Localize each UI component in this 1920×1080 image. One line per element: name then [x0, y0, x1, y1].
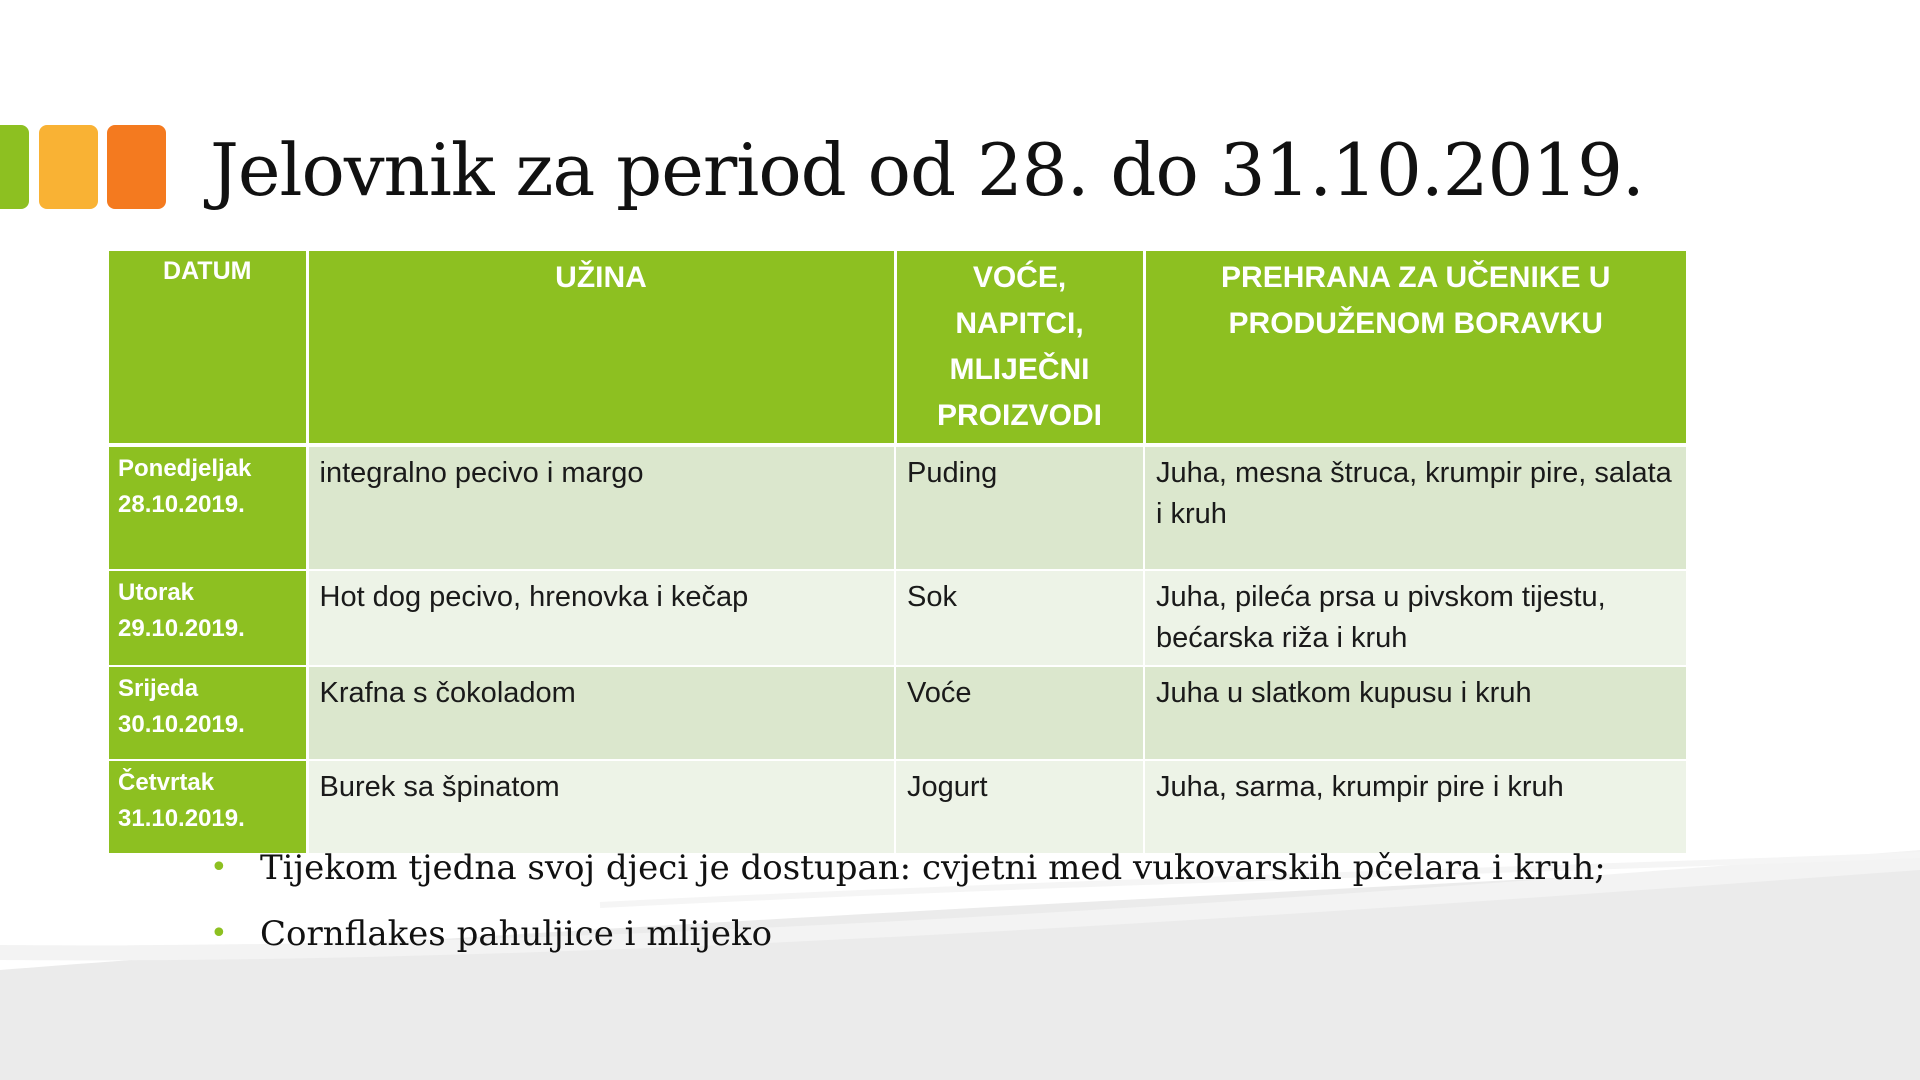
day-name: Utorak — [118, 579, 195, 606]
note-text: Cornflakes pahuljice i mlijeko — [260, 914, 773, 954]
header-boravak: PREHRANA ZA UČENIKE U PRODUŽENOM BORAVKU — [1144, 251, 1686, 445]
boravak-cell: Juha, sarma, krumpir pire i kruh — [1144, 760, 1686, 854]
table-row — [109, 570, 1686, 666]
header-uzina: UŽINA — [307, 251, 895, 445]
table-row — [109, 666, 1686, 760]
day-date: 30.10.2019. — [118, 711, 245, 738]
header-voce: VOĆE, NAPITCI, MLIJEČNI PROIZVODI — [895, 251, 1144, 445]
menu-table — [109, 251, 1686, 855]
day-cell — [109, 666, 307, 760]
note-text: Tijekom tjedna svoj djeci je dostupan: cvjetni med vukovarskih pčelara i kruh; — [260, 848, 1606, 888]
green-square-decoration — [0, 125, 29, 209]
boravak-cell: Juha u slatkom kupusu i kruh — [1144, 666, 1686, 760]
list-item — [210, 906, 1606, 972]
boravak-cell: Juha, mesna štruca, krumpir pire, salata i kruh — [1144, 445, 1686, 570]
table-header-row — [109, 251, 1686, 445]
uzina-cell: Burek sa špinatom — [307, 760, 895, 854]
notes-list — [210, 840, 1606, 972]
day-name: Srijeda — [118, 675, 199, 702]
day-name: Ponedjeljak — [118, 455, 252, 482]
day-date: 29.10.2019. — [118, 615, 245, 642]
day-cell — [109, 570, 307, 666]
day-date: 28.10.2019. — [118, 491, 245, 518]
orange-square-decoration — [107, 125, 166, 209]
bullet-icon: • — [210, 850, 228, 885]
voce-cell: Jogurt — [895, 760, 1144, 854]
uzina-cell: Hot dog pecivo, hrenovka i kečap — [307, 570, 895, 666]
voce-cell: Sok — [895, 570, 1144, 666]
day-cell — [109, 445, 307, 570]
voce-cell: Puding — [895, 445, 1144, 570]
yellow-square-decoration — [39, 125, 98, 209]
day-name: Četvrtak — [118, 769, 215, 796]
slide-title: Jelovnik za period od 28. do 31.10.2019. — [210, 128, 1644, 212]
uzina-cell: integralno pecivo i margo — [307, 445, 895, 570]
bullet-icon: • — [210, 916, 228, 951]
voce-cell: Voće — [895, 666, 1144, 760]
day-date: 31.10.2019. — [118, 805, 245, 832]
boravak-cell: Juha, pileća prsa u pivskom tijestu, bećarska riža i kruh — [1144, 570, 1686, 666]
uzina-cell: Krafna s čokoladom — [307, 666, 895, 760]
list-item — [210, 840, 1606, 906]
table-row — [109, 445, 1686, 570]
header-datum: DATUM — [109, 251, 307, 445]
